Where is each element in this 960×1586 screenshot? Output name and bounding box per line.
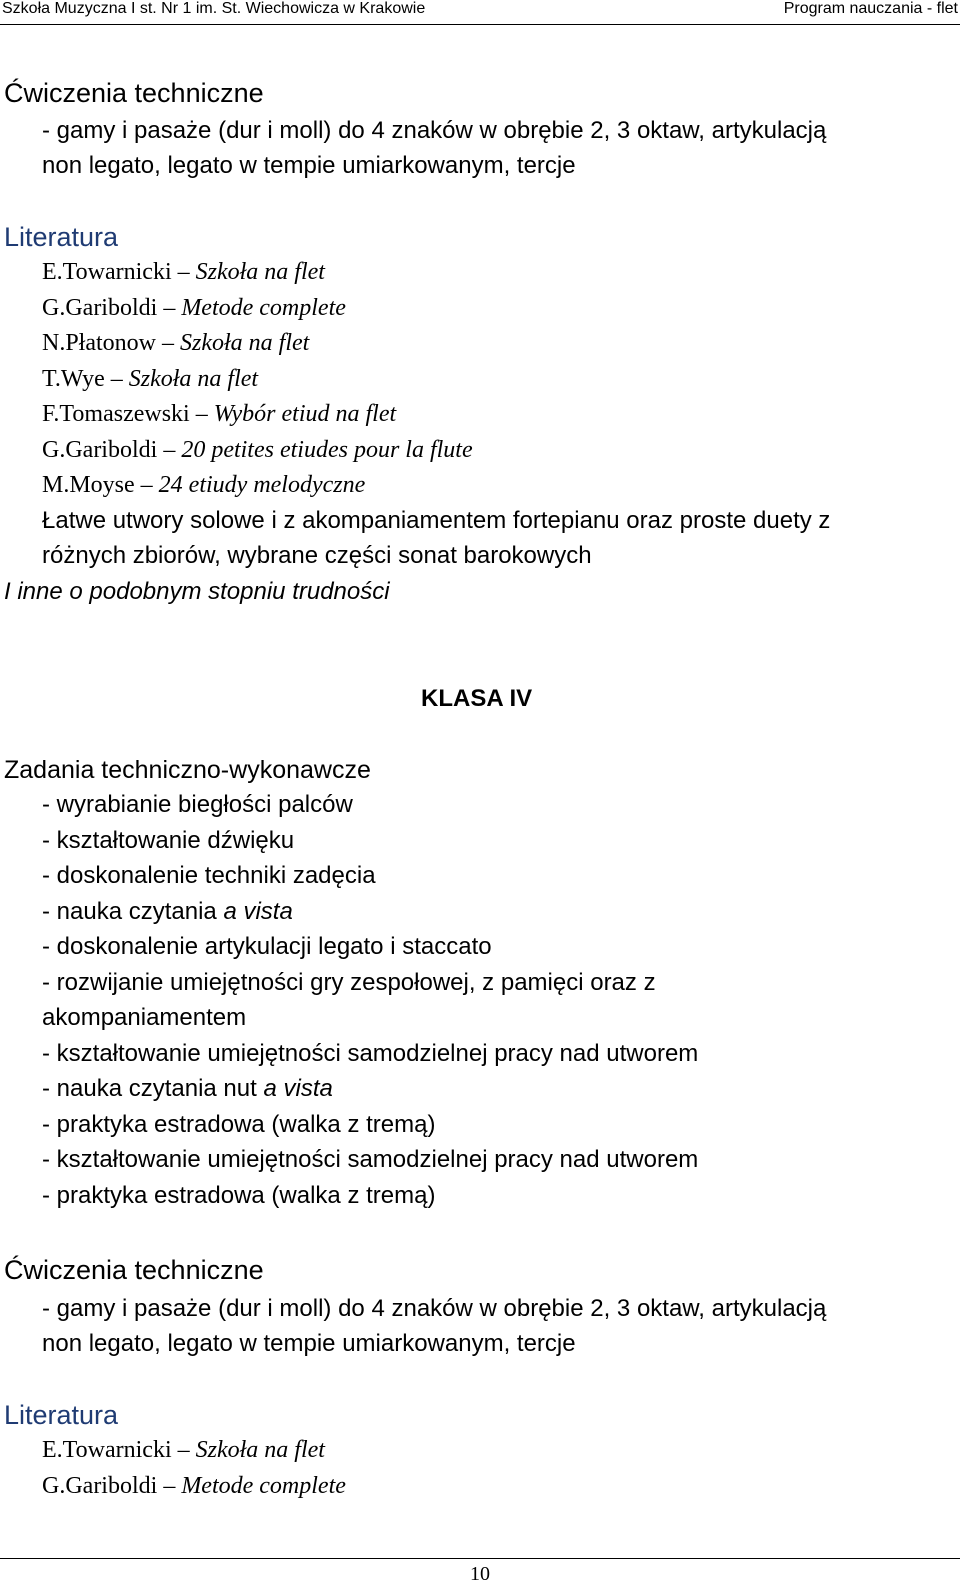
literature-item: F.Tomaszewski – Wybór etiud na flet: [42, 401, 397, 427]
literature-item: E.Towarnicki – Szkoła na flet: [42, 1437, 325, 1463]
task-item: - doskonalenie artykulacji legato i staccato: [42, 933, 492, 960]
task-item: - kształtowanie umiejętności samodzielnej pracy nad utworem: [42, 1146, 699, 1173]
header-program: Program nauczania - flet: [783, 0, 958, 17]
task-item: - nauka czytania a vista: [42, 898, 293, 925]
page-header: [0, 0, 960, 25]
task-item: - kształtowanie dźwięku: [42, 827, 295, 854]
literature-other: I inne o podobnym stopniu trudności: [4, 578, 390, 605]
header-school: Szkoła Muzyczna I st. Nr 1 im. St. Wiechowicza w Krakowie: [2, 0, 426, 17]
literature-item: M.Moyse – 24 etiudy melodyczne: [42, 472, 366, 498]
literature-extra-2: różnych zbiorów, wybrane części sonat barokowych: [42, 542, 592, 569]
task-item: - praktyka estradowa (walka z tremą): [42, 1111, 436, 1138]
exercise-line-1: - gamy i pasaże (dur i moll) do 4 znaków w obrębie 2, 3 oktaw, artykulacją: [42, 1295, 827, 1322]
task-item: - praktyka estradowa (walka z tremą): [42, 1182, 436, 1209]
tasks-title: Zadania techniczno-wykonawcze: [4, 756, 371, 784]
exercise-line-2: non legato, legato w tempie umiarkowanym, tercje: [42, 152, 576, 179]
literature-title: Literatura: [4, 1400, 119, 1430]
task-item: akompaniamentem: [42, 1004, 247, 1031]
literature-item: N.Płatonow – Szkoła na flet: [42, 330, 310, 356]
task-item: - doskonalenie techniki zadęcia: [42, 862, 376, 889]
literature-title: Literatura: [4, 222, 119, 252]
literature-item: G.Gariboldi – Metode complete: [42, 295, 346, 321]
literature-item: G.Gariboldi – 20 petites etiudes pour la flute: [42, 437, 473, 463]
literature-item: T.Wye – Szkoła na flet: [42, 366, 259, 392]
task-item: - nauka czytania nut a vista: [42, 1075, 333, 1102]
task-item: - wyrabianie biegłości palców: [42, 791, 353, 818]
page-number: 10: [0, 1558, 960, 1586]
literature-item: G.Gariboldi – Metode complete: [42, 1473, 346, 1499]
exercise-line-2: non legato, legato w tempie umiarkowanym, tercje: [42, 1330, 576, 1357]
exercise-line-1: - gamy i pasaże (dur i moll) do 4 znaków w obrębie 2, 3 oktaw, artykulacją: [42, 117, 827, 144]
task-item: - kształtowanie umiejętności samodzielnej pracy nad utworem: [42, 1040, 699, 1067]
task-item: - rozwijanie umiejętności gry zespołowej, z pamięci oraz z: [42, 969, 656, 996]
literature-item: E.Towarnicki – Szkoła na flet: [42, 259, 325, 285]
section-title-exercises: Ćwiczenia techniczne: [4, 1255, 264, 1285]
literature-extra-1: Łatwe utwory solowe i z akompaniamentem fortepianu oraz proste duety z: [42, 507, 831, 534]
class-heading: KLASA IV: [421, 685, 533, 712]
section-title-exercises: Ćwiczenia techniczne: [4, 78, 264, 108]
